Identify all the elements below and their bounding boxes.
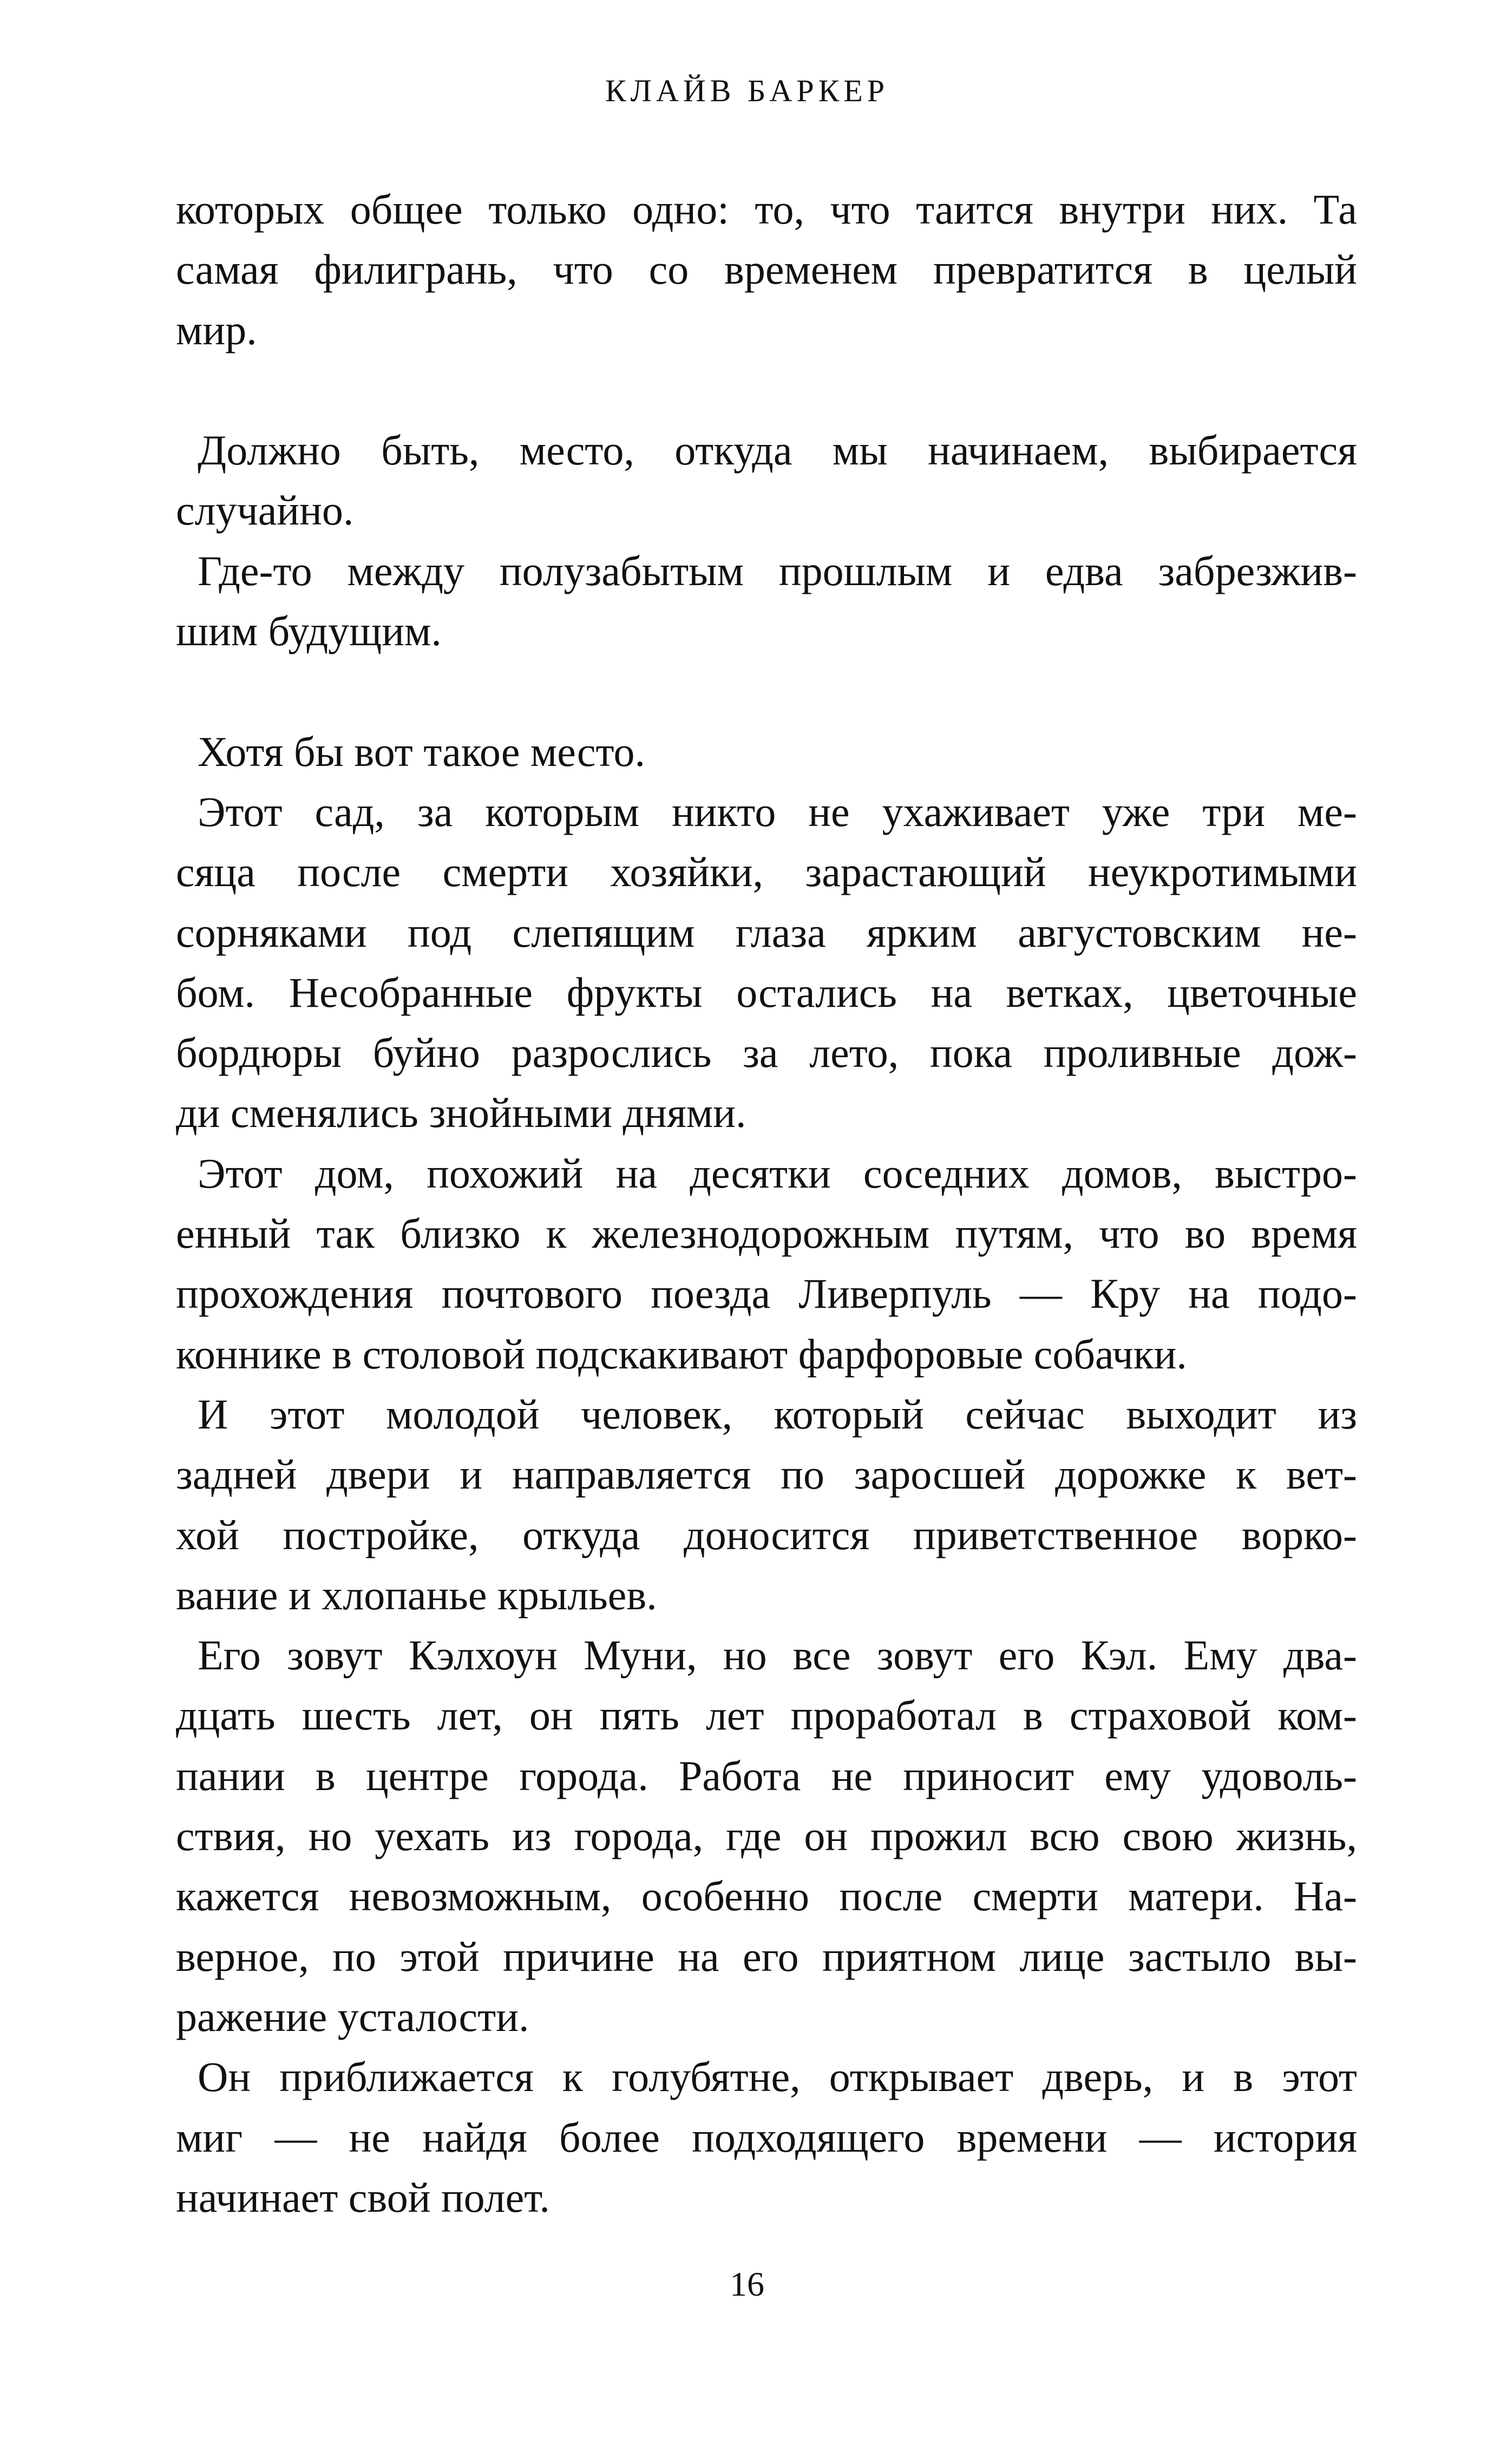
text-line: коннике в столовой подскакивают фарфоровые собачки. [176,1330,1187,1378]
paragraph [176,1625,1357,2047]
paragraph [176,782,1357,1143]
text-line: самая филигрань, что со временем превратится в целый [176,246,1357,293]
text-line: бом. Несобранные фрукты остались на ветках, цветочные [176,968,1357,1016]
paragraph [176,2047,1357,2227]
text-line: верное, по этой причине на его приятном лице застыло вы- [176,1932,1357,1980]
text-line: которых общее только одно: то, что таится внутри них. Та [176,186,1357,233]
page-number: 16 [730,2265,764,2303]
text-line: миг — не найдя более подходящего времени — история [176,2113,1357,2161]
text-line: Должно быть, место, откуда мы начинаем, выбирается [198,427,1357,474]
text-line: сяца после смерти хозяйки, зарастающий неукротимыми [176,848,1357,896]
text-line: случайно. [176,487,354,534]
text-line: Этот дом, похожий на десятки соседних домов, выстро- [198,1149,1357,1197]
text-line: ди сменялись знойными днями. [176,1089,746,1137]
text-line: кажется невозможным, особенно после смерти матери. На- [176,1872,1357,1920]
text-line: сорняками под слепящим глаза ярким августовским не- [176,908,1357,956]
body-text [176,179,1357,2227]
text-line: енный так близко к железнодорожным путям, что во время [176,1210,1357,1257]
paragraph [176,722,1357,782]
paragraph [176,420,1357,541]
text-line: Где-то между полузабытым прошлым и едва забрезжив- [198,547,1357,594]
text-line: Он приближается к голубятне, открывает дверь, и в этот [198,2053,1357,2101]
text-line: прохождения почтового поезда Ливерпуль — Кру на подо- [176,1270,1357,1318]
paragraph [176,1384,1357,1625]
text-line: хой постройке, откуда доносится приветственное ворко- [176,1511,1357,1558]
text-line: Его зовут Кэлхоун Муни, но все зовут его Кэл. Ему два- [198,1631,1357,1679]
text-line: дцать шесть лет, он пять лет проработал в страховой ком- [176,1692,1357,1739]
text-line: задней двери и направляется по заросшей дорожке к вет- [176,1451,1357,1498]
text-line: шим будущим. [176,607,442,655]
paragraph [176,541,1357,661]
paragraph-gap [176,360,1357,420]
text-line: пании в центре города. Работа не приносит ему удоволь- [176,1752,1357,1799]
running-head-author: КЛАЙВ БАРКЕР [605,73,889,108]
text-line: начинает свой полет. [176,2173,550,2221]
paragraph [176,179,1357,360]
text-line: ствия, но уехать из города, где он прожил всю свою жизнь, [176,1812,1357,1860]
text-line: Хотя бы вот такое место. [198,728,646,775]
text-line: И этот молодой человек, который сейчас выходит из [198,1390,1357,1438]
paragraph [176,1143,1357,1384]
text-line: бордюры буйно разрослись за лето, пока проливные дож- [176,1029,1357,1077]
text-line: мир. [176,306,257,353]
text-line: ражение усталости. [176,1993,529,2040]
paragraph-gap [176,661,1357,721]
text-line: вание и хлопанье крыльев. [176,1571,657,1618]
text-line: Этот сад, за которым никто не ухаживает уже три ме- [198,788,1357,835]
